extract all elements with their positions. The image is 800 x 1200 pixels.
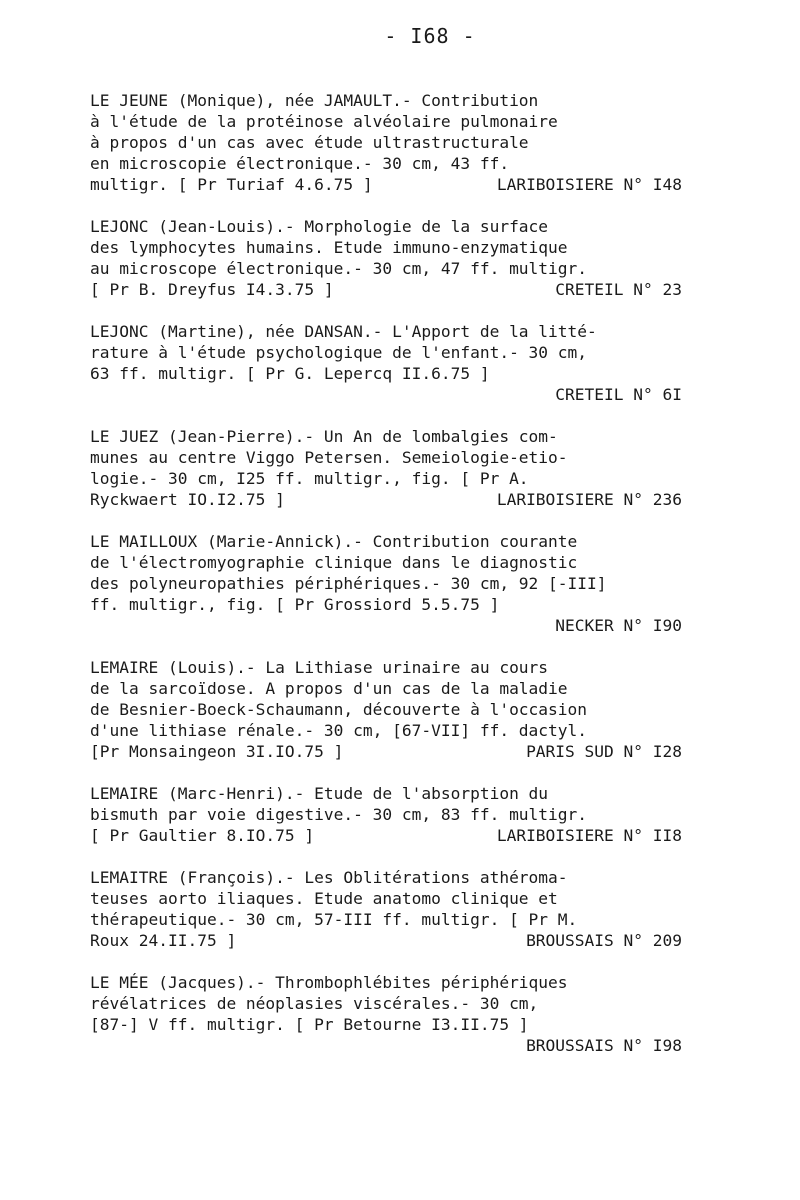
entry-line: ff. multigr., fig. [ Pr Grossiord 5.5.75 ] — [90, 595, 500, 614]
entry-line: Roux 24.II.75 ] — [90, 931, 237, 950]
entry-line: [ Pr Gaultier 8.IO.75 ] — [90, 826, 315, 845]
entry-line: LE MAILLOUX (Marie-Annick).- Contribution courante — [90, 532, 578, 551]
entry-location: BROUSSAIS N° I98 — [526, 1036, 682, 1055]
bibliography-entry — [90, 216, 730, 300]
entry-last-line — [90, 489, 682, 510]
bibliography-entry — [90, 972, 730, 1056]
entry-location: PARIS SUD N° I28 — [526, 742, 682, 761]
entry-line: à propos d'un cas avec étude ultrastructurale — [90, 133, 529, 152]
entry-last-line — [90, 825, 682, 846]
entry-location: LARIBOISIERE N° I48 — [496, 175, 682, 194]
bibliography-entry — [90, 531, 730, 636]
entry-line: Ryckwaert IO.I2.75 ] — [90, 490, 285, 509]
entry-location: CRETEIL N° 6I — [555, 385, 682, 404]
entry-last-line — [90, 741, 682, 762]
entry-line: 63 ff. multigr. [ Pr G. Lepercq II.6.75 ] — [90, 364, 490, 383]
entry-location: NECKER N° I90 — [555, 616, 682, 635]
entry-line: à l'étude de la protéinose alvéolaire pulmonaire — [90, 112, 558, 131]
page-number: - I68 - — [384, 24, 476, 48]
entry-line: d'une lithiase rénale.- 30 cm, [67-VII] ff. dactyl. — [90, 721, 588, 740]
entry-line: en microscopie électronique.- 30 cm, 43 ff. — [90, 154, 510, 173]
entry-line: LE MÉE (Jacques).- Thrombophlébites périphériques — [90, 973, 568, 992]
entry-line: logie.- 30 cm, I25 ff. multigr., fig. [ Pr A. — [90, 469, 529, 488]
entry-line: [ Pr B. Dreyfus I4.3.75 ] — [90, 280, 334, 299]
entry-line: des lymphocytes humains. Etude immuno-enzymatique — [90, 238, 568, 257]
entry-line: des polyneuropathies périphériques.- 30 cm, 92 [-III] — [90, 574, 607, 593]
entry-line: LEMAIRE (Louis).- La Lithiase urinaire au cours — [90, 658, 549, 677]
entry-line: munes au centre Viggo Petersen. Semeiologie-etio- — [90, 448, 568, 467]
bibliography-entry — [90, 783, 730, 846]
entry-location: CRETEIL N° 23 — [555, 280, 682, 299]
entry-line: LEJONC (Jean-Louis).- Morphologie de la surface — [90, 217, 549, 236]
entry-line: rature à l'étude psychologique de l'enfant.- 30 cm, — [90, 343, 588, 362]
entry-line: teuses aorto iliaques. Etude anatomo clinique et — [90, 889, 558, 908]
bibliography-entries — [90, 90, 730, 1077]
entry-line: de la sarcoïdose. A propos d'un cas de la maladie — [90, 679, 568, 698]
entry-line: LEMAIRE (Marc-Henri).- Etude de l'absorption du — [90, 784, 549, 803]
entry-last-line — [90, 174, 682, 195]
entry-line: au microscope électronique.- 30 cm, 47 ff. multigr. — [90, 259, 588, 278]
entry-line: bismuth par voie digestive.- 30 cm, 83 ff. multigr. — [90, 805, 588, 824]
entry-last-line — [90, 279, 682, 300]
entry-line: LE JUEZ (Jean-Pierre).- Un An de lombalgies com- — [90, 427, 558, 446]
entry-last-line — [90, 930, 682, 951]
entry-line: de Besnier-Boeck-Schaumann, découverte à l'occasion — [90, 700, 588, 719]
entry-line: [87-] V ff. multigr. [ Pr Betourne I3.II.75 ] — [90, 1015, 529, 1034]
entry-line: multigr. [ Pr Turiaf 4.6.75 ] — [90, 175, 373, 194]
bibliography-entry — [90, 321, 730, 405]
bibliography-entry — [90, 90, 730, 195]
entry-location: LARIBOISIERE N° 236 — [496, 490, 682, 509]
entry-line: thérapeutique.- 30 cm, 57-III ff. multigr. [ Pr M. — [90, 910, 578, 929]
entry-line: [Pr Monsaingeon 3I.IO.75 ] — [90, 742, 344, 761]
entry-location: LARIBOISIERE N° II8 — [496, 826, 682, 845]
entry-line: révélatrices de néoplasies viscérales.- 30 cm, — [90, 994, 539, 1013]
bibliography-entry — [90, 426, 730, 510]
entry-line: LE JEUNE (Monique), née JAMAULT.- Contribution — [90, 91, 539, 110]
entry-line: LEMAITRE (François).- Les Oblitérations athéroma- — [90, 868, 568, 887]
bibliography-entry — [90, 657, 730, 762]
entry-location: BROUSSAIS N° 209 — [526, 931, 682, 950]
entry-line: LEJONC (Martine), née DANSAN.- L'Apport de la litté- — [90, 322, 597, 341]
bibliography-entry — [90, 867, 730, 951]
entry-line: de l'électromyographie clinique dans le diagnostic — [90, 553, 578, 572]
